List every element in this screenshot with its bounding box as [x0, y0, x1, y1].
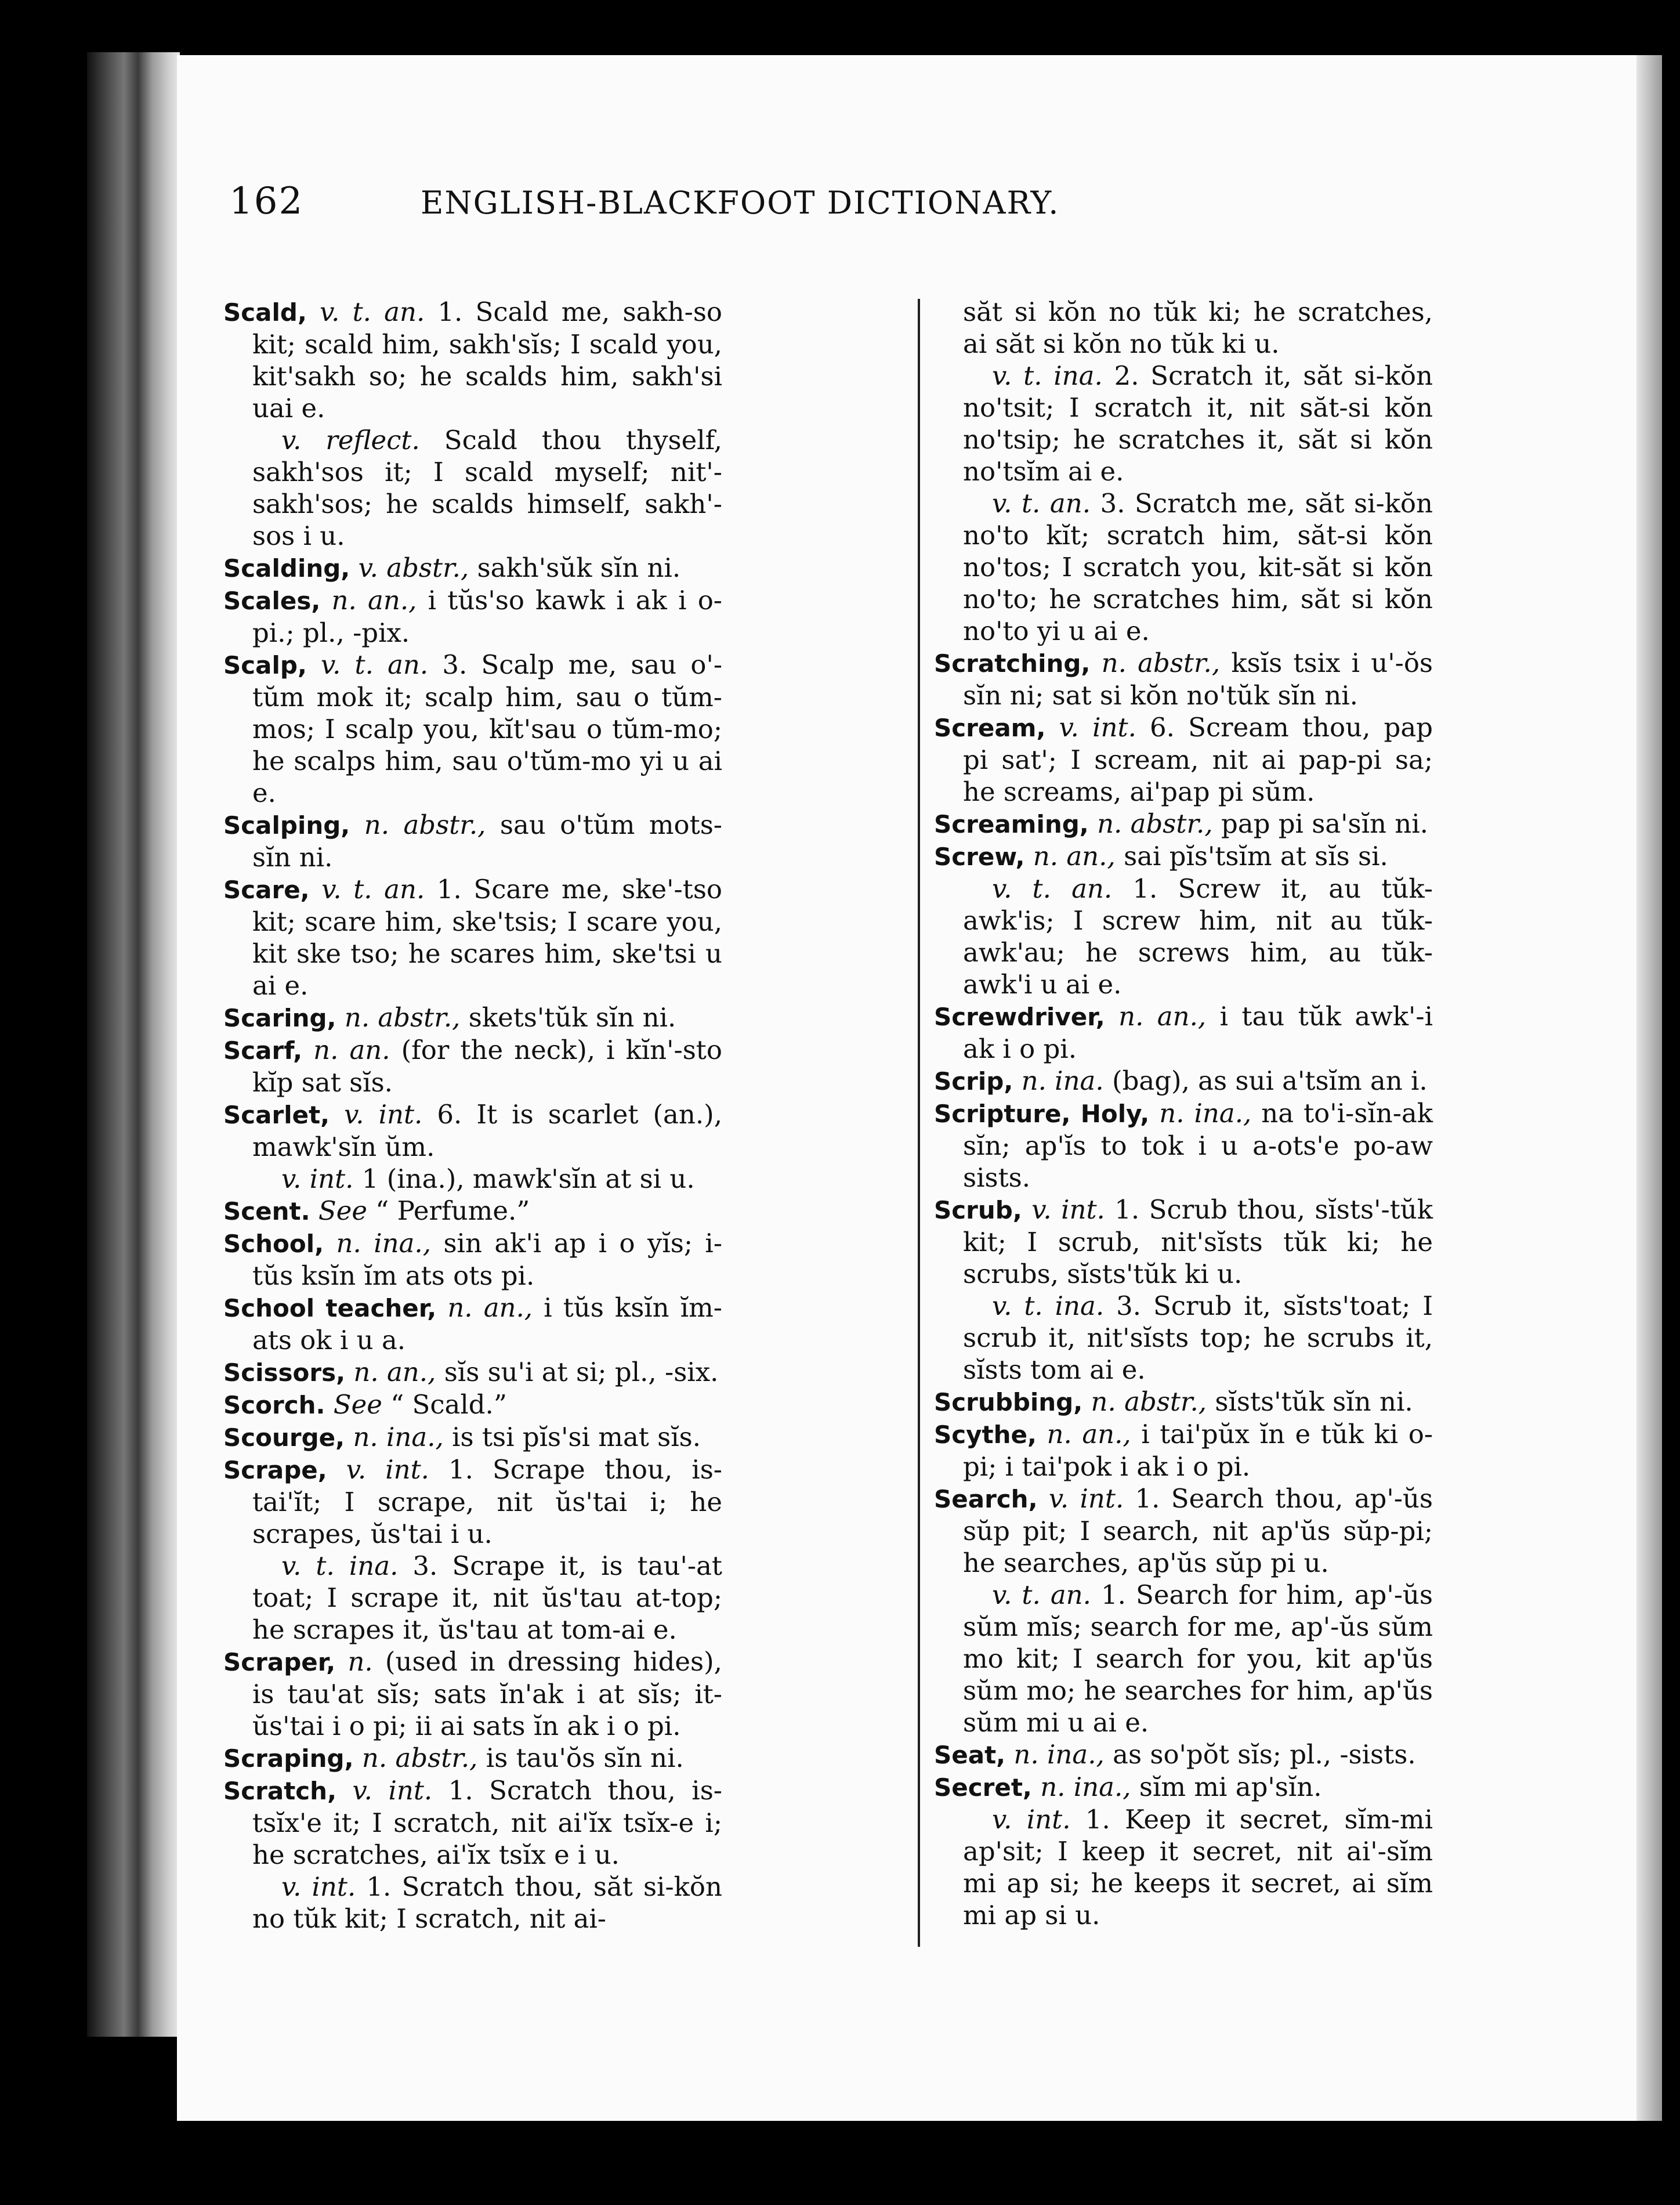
- definition-text: sin ak'i ap i o yĭs; i-tŭs ksĭn ĭm ats ots pi.: [252, 1228, 723, 1291]
- definition-text: 1. Screw it, au tŭk-awk'is; I screw him, nit au tŭk-awk'au; he screws him, au tŭk-awk'i u ai e.: [963, 873, 1433, 1000]
- definition-text: skets'tŭk sĭn ni.: [468, 1002, 676, 1033]
- definition-text: 6. Scream thou, pap pi sat'; I scream, nit ai pap-pi sa; he screams, ai'pap pi sŭm.: [963, 712, 1433, 807]
- grammar-label: n.: [347, 1646, 373, 1677]
- grammar-label: See: [318, 1195, 367, 1226]
- dictionary-entry: [223, 873, 722, 1002]
- definition-text: 1. Scratch thou, is-tsĭx'e it; I scratch, nit ai'ĭx tsĭx-e i; he scratches, ai'ĭx tsĭx e i u.: [252, 1775, 722, 1870]
- dictionary-entry: [223, 1034, 722, 1098]
- headword: School,: [223, 1230, 324, 1258]
- headword: Screw,: [934, 843, 1025, 871]
- dictionary-entry: [223, 1774, 722, 1871]
- dictionary-entry: [223, 584, 722, 649]
- definition-text: 1 (ina.), mawk'sĭn at si u.: [361, 1163, 695, 1194]
- headword: Scent.: [223, 1197, 310, 1226]
- grammar-label: v. int.: [344, 1099, 423, 1130]
- definition-text: Scald thou thyself, sakh'sos it; I scald myself; nit'-sakh'sos; he scalds himself, sakh'-sos i u.: [252, 425, 722, 551]
- headword: Screwdriver,: [934, 1003, 1105, 1031]
- dictionary-entry: [223, 1002, 722, 1034]
- grammar-label: v. t. ina.: [992, 360, 1103, 391]
- definition-text: sĭsts'tŭk sĭn ni.: [1215, 1386, 1413, 1417]
- definition-text: 6. It is scarlet (an.), mawk'sĭn ŭm.: [252, 1099, 722, 1162]
- grammar-label: v. t. an.: [992, 488, 1091, 519]
- definition-text: 1. Scrape thou, is-tai'ĭt; I scrape, nit ŭs'tai i; he scrapes, ŭs'tai i u.: [252, 1454, 722, 1549]
- dictionary-entry: [223, 552, 722, 584]
- definition-text: 1. Scrub thou, sĭsts'-tŭk kit; I scrub, nit'sĭsts tŭk ki; he scrubs, sĭsts'tŭk ki u.: [963, 1194, 1433, 1289]
- definition-text: săt si kŏn no tŭk ki; he scratches, ai săt si kŏn no tŭk ki u.: [963, 297, 1433, 359]
- definition-text: 1. Scald me, sakh-so kit; scald him, sakh'sĭs; I scald you, kit'sakh so; he scalds him, sakh'si uai e.: [252, 297, 723, 424]
- dictionary-entry: [223, 1454, 722, 1550]
- dictionary-entry: [223, 1098, 722, 1163]
- grammar-label: v. t. ina.: [992, 1291, 1105, 1321]
- definition-text: sĭs su'i at si; pl., -six.: [444, 1357, 719, 1387]
- headword: Scarf,: [223, 1036, 303, 1065]
- sub-entry: [934, 487, 1433, 647]
- sub-entry: [934, 1290, 1433, 1386]
- definition-text: “ Scald.”: [390, 1389, 507, 1420]
- definition-text: 3. Scrub it, sĭsts'toat; I scrub it, nit'sĭsts top; he scrubs it, sĭsts tom ai e.: [963, 1291, 1433, 1385]
- running-head: [229, 180, 1273, 273]
- grammar-label: n. an.,: [1118, 1001, 1207, 1032]
- definition-text: 2. Scratch it, săt si-kŏn no'tsit; I scratch it, nit săt-si kŏn no'tsip; he scratches it, săt si kŏn no'tsĭm ai e.: [963, 360, 1433, 487]
- definition-text: i tŭs'so kawk i ak i o-pi.; pl., -pix.: [252, 585, 722, 648]
- headword: Scaring,: [223, 1004, 336, 1032]
- headword: Scraper,: [223, 1648, 336, 1676]
- definition-text: “ Perfume.”: [375, 1195, 530, 1226]
- grammar-label: v. int.: [1031, 1194, 1105, 1225]
- grammar-label: n. an.,: [331, 585, 417, 616]
- column-divider: [918, 299, 920, 1947]
- definition-text: ksĭs tsix i u'-ŏs sĭn ni; sat si kŏn no'tŭk sĭn ni.: [963, 648, 1433, 711]
- grammar-label: n. ina.,: [1040, 1772, 1131, 1802]
- dictionary-entry: [223, 296, 722, 424]
- dictionary-entry: [934, 1418, 1433, 1483]
- grammar-label: v. int.: [281, 1163, 354, 1194]
- headword: Scream,: [934, 714, 1046, 742]
- grammar-label: n. abstr.,: [1091, 1386, 1207, 1417]
- headword: Scorch.: [223, 1391, 325, 1419]
- grammar-label: n. abstr.,: [1097, 808, 1213, 839]
- headword: School teacher,: [223, 1294, 437, 1322]
- grammar-label: n. an.,: [1047, 1419, 1131, 1449]
- headword: Scrip,: [934, 1067, 1013, 1096]
- dictionary-entry: [223, 1389, 722, 1421]
- dictionary-entry: [223, 1227, 722, 1292]
- headword: Screaming,: [934, 810, 1089, 838]
- headword: Scratching,: [934, 649, 1091, 678]
- dictionary-entry: [223, 1742, 722, 1774]
- grammar-label: n. abstr.,: [364, 809, 486, 840]
- definition-text: 1. Search thou, ap'-ŭs sŭp pit; I search, nit ap'ŭs sŭp-pi; he searches, ap'ŭs sŭp pi u.: [963, 1483, 1433, 1578]
- grammar-label: v. int.: [1048, 1483, 1124, 1514]
- definition-text: i tŭs ksĭn ĭm-ats ok i u a.: [252, 1292, 723, 1355]
- dictionary-entry: [223, 1356, 722, 1389]
- grammar-label: See: [333, 1389, 382, 1420]
- definition-text: (bag), as sui a'tsĭm an i.: [1112, 1065, 1428, 1096]
- headword: Scales,: [223, 587, 321, 615]
- grammar-label: v. int.: [346, 1454, 429, 1485]
- grammar-label: v. t. an.: [992, 1579, 1091, 1610]
- headword: Scissors,: [223, 1358, 346, 1387]
- headword: Scalp,: [223, 651, 307, 679]
- dictionary-entry: [223, 1421, 722, 1454]
- grammar-label: n. ina.,: [1159, 1098, 1252, 1129]
- definition-text: 1. Scare me, ske'-tso kit; scare him, ske'tsis; I scare you, kit ske tso; he scares him, ske'tsi u ai e.: [252, 874, 723, 1001]
- definition-text: 1. Keep it secret, sĭm-mi ap'sit; I keep it secret, nit ai'-sĭm mi ap si; he keeps it secret, ai sĭm mi ap si u.: [963, 1804, 1433, 1931]
- definition-text: i tau tŭk awk'-i ak i o pi.: [963, 1001, 1433, 1064]
- sub-entry: [934, 360, 1433, 487]
- definition-text: 3. Scrape it, is tau'-at toat; I scrape it, nit ŭs'tau at-top; he scrapes it, ŭs'tau at tom-ai e.: [252, 1550, 722, 1645]
- dictionary-entry: [934, 711, 1433, 808]
- headword: Scrub,: [934, 1196, 1022, 1224]
- definition-text: 1. Scratch thou, săt si-kŏn no tŭk kit; I scratch, nit ai-: [252, 1871, 722, 1934]
- definition-text: (used in dressing hides), is tau'at sĭs; sats ĭn'ak i at sĭs; it-ŭs'tai i o pi; ii ai sats ĭn ak i o pi.: [252, 1646, 722, 1741]
- page-title: ENGLISH-BLACKFOOT DICTIONARY.: [421, 185, 1060, 221]
- headword: Scythe,: [934, 1420, 1037, 1449]
- headword: Seat,: [934, 1741, 1006, 1769]
- definition-text: 3. Scalp me, sau o'-tŭm mok it; scalp him, sau o tŭm-mos; I scalp you, kĭt'sau o tŭm-mo; he scalps him, sau o'tŭm-mo yi u ai e.: [252, 649, 723, 808]
- definition-text: (for the neck), i kĭn'-sto kĭp sat sĭs.: [252, 1035, 722, 1098]
- sub-entry: [223, 1550, 722, 1646]
- grammar-label: n. abstr.,: [361, 1743, 478, 1773]
- dictionary-entry: [223, 1292, 722, 1356]
- dictionary-entry: [223, 1646, 722, 1742]
- left-column: [223, 296, 722, 1935]
- grammar-label: v. int.: [281, 1871, 356, 1902]
- grammar-label: n. ina.,: [353, 1422, 444, 1452]
- dictionary-entry: [934, 1738, 1433, 1771]
- sub-entry: [223, 1163, 722, 1195]
- grammar-label: n. ina.,: [336, 1228, 432, 1259]
- grammar-label: n. an.: [313, 1035, 390, 1065]
- headword: Scald,: [223, 298, 307, 327]
- definition-text: pap pi sa'sĭn ni.: [1221, 808, 1428, 839]
- grammar-label: v. t. an.: [320, 297, 425, 327]
- headword: Scalping,: [223, 811, 350, 840]
- dictionary-entry: [934, 840, 1433, 873]
- sub-entry: [934, 1579, 1433, 1738]
- headword: Scripture, Holy,: [934, 1100, 1150, 1128]
- grammar-label: n. abstr.,: [344, 1002, 461, 1033]
- definition-text: is tsi pĭs'si mat sĭs.: [452, 1422, 701, 1452]
- grammar-label: n. ina.: [1021, 1065, 1104, 1096]
- definition-text: sau o'tŭm mots-sĭn ni.: [252, 809, 723, 873]
- headword: Scourge,: [223, 1423, 345, 1452]
- right-column: [934, 296, 1433, 1931]
- definition-text: na to'i-sĭn-ak sĭn; ap'ĭs to tok i u a-ots'e po-aw sists.: [963, 1098, 1433, 1193]
- headword: Scrubbing,: [934, 1388, 1083, 1416]
- grammar-label: n. ina.,: [1013, 1739, 1105, 1770]
- grammar-label: n. an.,: [1033, 841, 1116, 872]
- definition-text: sakh'sŭk sĭn ni.: [477, 552, 681, 583]
- definition-text: sai pĭs'tsĭm at sĭs si.: [1124, 841, 1388, 872]
- dictionary-entry: [934, 1000, 1433, 1065]
- grammar-label: v. t. an.: [321, 649, 429, 680]
- page-edge-shadow: [1636, 55, 1662, 2121]
- grammar-label: v. int.: [992, 1804, 1071, 1835]
- definition-text: i tai'pŭx ĭn e tŭk ki o-pi; i tai'pok i ak i o pi.: [963, 1419, 1433, 1482]
- sub-entry: [223, 424, 722, 552]
- headword: Scalding,: [223, 554, 350, 583]
- dictionary-entry: [934, 1194, 1433, 1290]
- book-binding-edge: [87, 52, 180, 2037]
- grammar-label: n. an.,: [353, 1357, 436, 1387]
- dictionary-entry: [934, 1483, 1433, 1579]
- sub-entry: [223, 1871, 722, 1935]
- dictionary-entry: [934, 647, 1433, 711]
- headword: Scrape,: [223, 1456, 327, 1484]
- definition-text: is tau'ŏs sĭn ni.: [486, 1743, 684, 1773]
- sub-entry: [934, 873, 1433, 1000]
- grammar-label: v. int.: [352, 1775, 433, 1806]
- edge-stain: [97, 754, 132, 859]
- sub-entry: [934, 1803, 1433, 1931]
- headword: Scarlet,: [223, 1101, 330, 1129]
- definition-text: 1. Search for him, ap'-ŭs sŭm mĭs; search for me, ap'-ŭs sŭm mo kit; I search for you, kit ap'ŭs sŭm mo; he searches for him, ap'ŭs sŭm mi u ai e.: [963, 1579, 1433, 1738]
- page-number: 162: [229, 180, 304, 223]
- dictionary-entry: [223, 809, 722, 873]
- headword: Scare,: [223, 876, 310, 904]
- grammar-label: v. int.: [1059, 712, 1136, 743]
- grammar-label: n. abstr.,: [1101, 648, 1221, 678]
- definition-text: sĭm mi ap'sĭn.: [1139, 1772, 1322, 1802]
- grammar-label: v. reflect.: [281, 425, 420, 456]
- grammar-label: v. t. an.: [321, 874, 425, 905]
- headword: Search,: [934, 1485, 1038, 1513]
- grammar-label: v. abstr.,: [358, 552, 469, 583]
- dictionary-entry: [934, 1097, 1433, 1194]
- dictionary-entry: [223, 649, 722, 809]
- dictionary-entry: [223, 1195, 722, 1227]
- headword: Secret,: [934, 1773, 1032, 1802]
- definition-text: 3. Scratch me, săt si-kŏn no'to kĭt; scratch him, săt-si kŏn no'tos; I scratch you, kit-săt si kŏn no'to; he scratches him, săt si kŏn no'to yi u ai e.: [963, 488, 1433, 646]
- headword: Scratch,: [223, 1777, 337, 1805]
- headword: Scraping,: [223, 1744, 354, 1773]
- definition-text: as so'pŏt sĭs; pl., -sists.: [1113, 1739, 1416, 1770]
- dictionary-entry: [934, 808, 1433, 840]
- dictionary-entry: [934, 1771, 1433, 1803]
- dictionary-entry: [934, 1065, 1433, 1097]
- dictionary-entry: [934, 1386, 1433, 1418]
- grammar-label: n. an.,: [447, 1292, 533, 1323]
- entry-continuation: [934, 296, 1433, 360]
- grammar-label: v. t. an.: [992, 873, 1113, 904]
- grammar-label: v. t. ina.: [281, 1550, 399, 1581]
